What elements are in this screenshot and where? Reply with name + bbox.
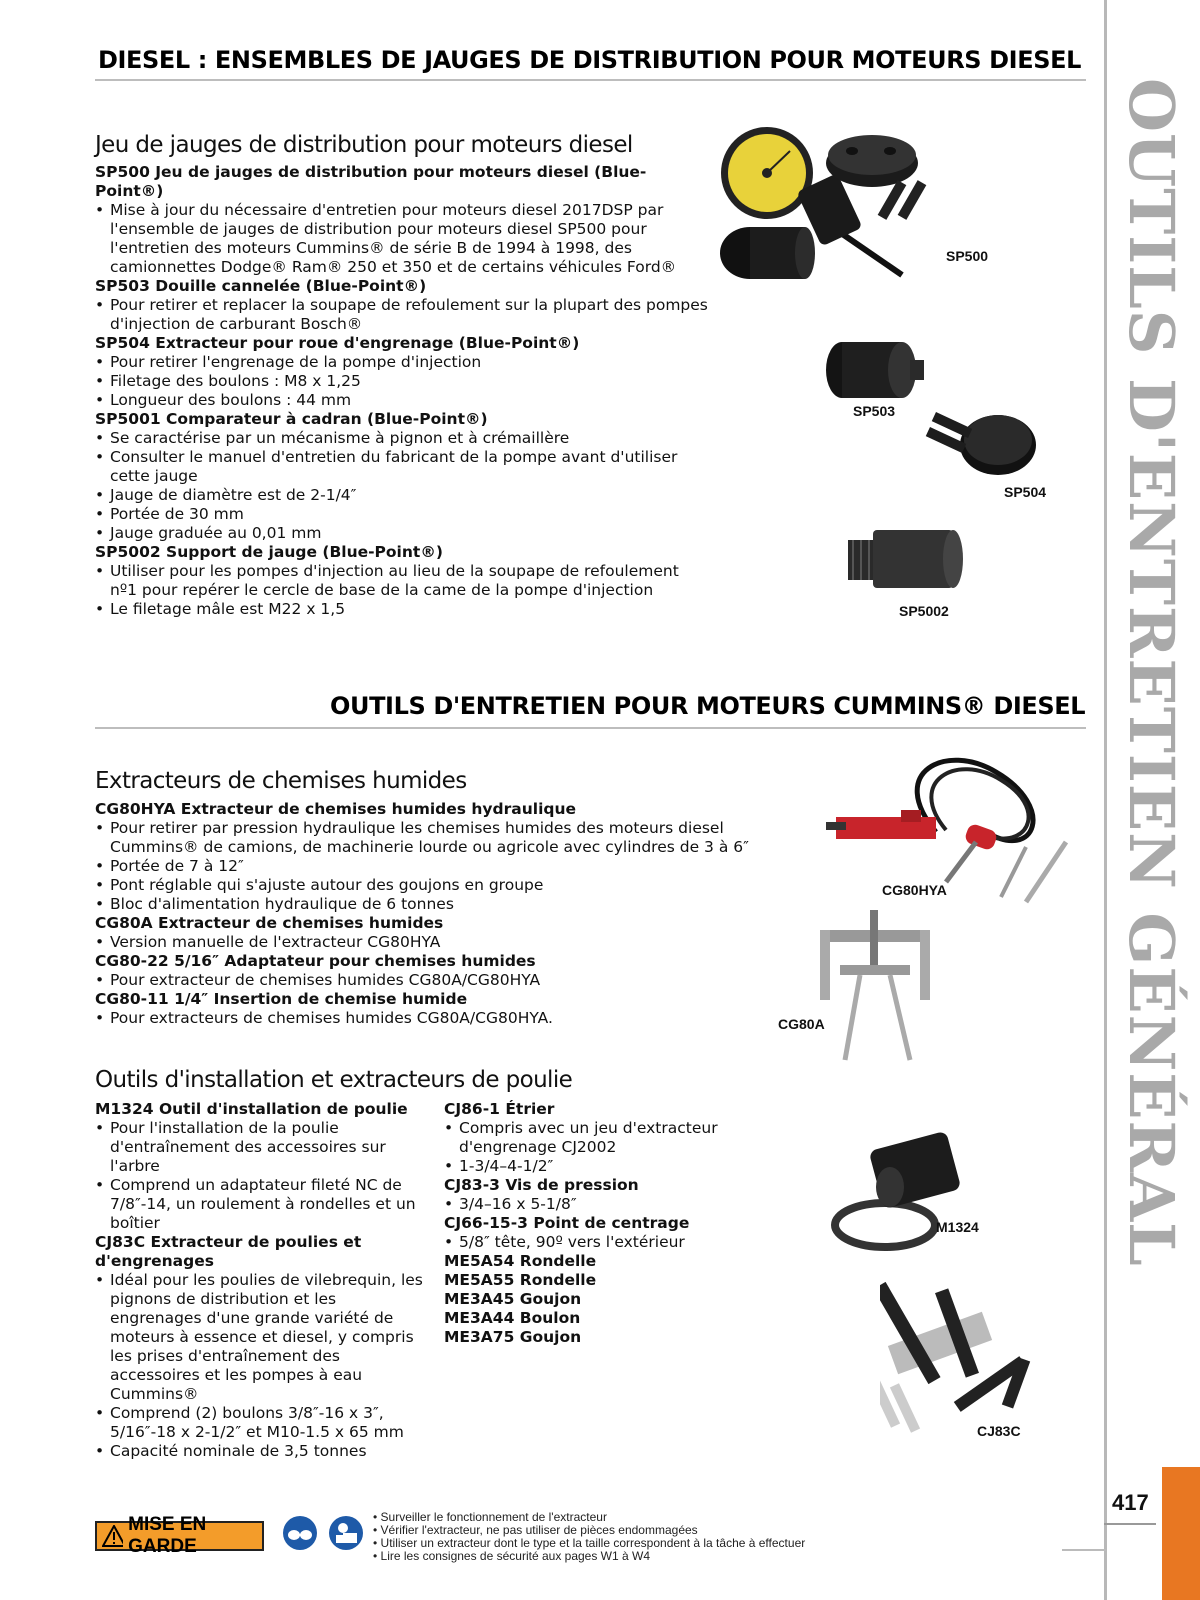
- product-title: ME5A55 Rondelle: [444, 1271, 597, 1289]
- section-heading-diesel: DIESEL : ENSEMBLES DE JAUGES DE DISTRIBUTION POUR MOTEURS DIESEL: [98, 46, 1081, 74]
- safety-line: • Vérifier l'extracteur, ne pas utiliser de pièces endommagées: [373, 1523, 698, 1537]
- heading-rule: [95, 727, 1086, 729]
- footer-rule: [1062, 1549, 1106, 1551]
- product-bullets: [95, 296, 710, 334]
- product-title: CJ83-3 Vis de pression: [444, 1176, 639, 1194]
- manual-read-icon: [329, 1516, 363, 1550]
- product-bullet: • Jauge de diamètre est de 2-1/4″: [95, 486, 710, 505]
- goggles-icon: [283, 1516, 317, 1550]
- product-bullets: [444, 1195, 744, 1214]
- product-bullet: • Utiliser pour les pompes d'injection au lieu de la soupape de refoulement nº1 pour repérer le cercle de base de la came de la pompe d'injection: [95, 562, 710, 600]
- product-bullet: • 5/8″ tête, 90º vers l'extérieur: [444, 1233, 744, 1252]
- product-bullet: • Mise à jour du nécessaire d'entretien pour moteurs diesel 2017DSP par l'ensemble de jauges de distribution pour moteurs diesel SP500 pour l'entretien des moteurs Cummins® de série B de 1994 à 1998, des camionnettes Dodge® Ram® 250 et 350 et de certains véhicules Ford®: [95, 201, 710, 277]
- product-bullet: • Consulter le manuel d'entretien du fabricant de la pompe avant d'utiliser cette jauge: [95, 448, 710, 486]
- product-title: SP5001 Comparateur à cadran (Blue-Point®): [95, 410, 488, 428]
- product-bullets: [95, 429, 710, 543]
- product-bullet: • Longueur des boulons : 44 mm: [95, 391, 710, 410]
- product-title: ME3A44 Boulon: [444, 1309, 581, 1327]
- product-bullets: [95, 1009, 795, 1028]
- product-bullets: [95, 353, 710, 410]
- product-bullet: • 1-3/4–4-1/2″: [444, 1157, 744, 1176]
- product-bullet: • Bloc d'alimentation hydraulique de 6 tonnes: [95, 895, 795, 914]
- section-tab: [1162, 1467, 1200, 1600]
- product-title: CJ66-15-3 Point de centrage: [444, 1214, 690, 1232]
- warning-badge: [95, 1514, 264, 1557]
- cj83c-product-image: [880, 1278, 1070, 1438]
- product-bullet: • Jauge graduée au 0,01 mm: [95, 524, 710, 543]
- product-bullet: • Pont réglable qui s'ajuste autour des goujons en groupe: [95, 876, 795, 895]
- product-title: CG80A Extracteur de chemises humides: [95, 914, 444, 932]
- figure-label-cg80hya: CG80HYA: [882, 882, 947, 898]
- product-title: CJ83C Extracteur de poulies et d'engrenages: [95, 1233, 362, 1270]
- product-title: SP500 Jeu de jauges de distribution pour moteurs diesel (Blue-Point®): [95, 163, 647, 200]
- product-list-wet-sleeve-pullers: [95, 800, 795, 1028]
- product-list-timing-gauges: [95, 163, 710, 619]
- product-bullet: • Idéal pour les poulies de vilebrequin, les pignons de distribution et les engrenages d'une grande variété de moteurs à essence et diesel, y compris les prises d'entraînement des accessoires et les pompes à eau Cummins®: [95, 1271, 425, 1404]
- product-bullet: • Pour extracteurs de chemises humides CG80A/CG80HYA.: [95, 1009, 795, 1028]
- product-bullet: • Filetage des boulons : M8 x 1,25: [95, 372, 710, 391]
- product-bullet: • Pour extracteur de chemises humides CG80A/CG80HYA: [95, 971, 795, 990]
- section-heading-cummins: OUTILS D'ENTRETIEN POUR MOTEURS CUMMINS® DIESEL: [330, 692, 1086, 720]
- subheading-wet-sleeve-pullers: Extracteurs de chemises humides: [95, 768, 467, 794]
- product-bullet: • Le filetage mâle est M22 x 1,5: [95, 600, 710, 619]
- sp500-product-image: [712, 125, 962, 300]
- product-title: SP504 Extracteur pour roue d'engrenage (Blue-Point®): [95, 334, 580, 352]
- product-bullet: • Se caractérise par un mécanisme à pignon et à crémaillère: [95, 429, 710, 448]
- m1324-product-image: [830, 1125, 985, 1255]
- product-bullets: [95, 562, 710, 619]
- product-bullet: • Version manuelle de l'extracteur CG80HYA: [95, 933, 795, 952]
- product-bullet: • Pour retirer et replacer la soupape de refoulement sur la plupart des pompes d'injection de carburant Bosch®: [95, 296, 710, 334]
- product-title: CG80-22 5/16″ Adaptateur pour chemises humides: [95, 952, 536, 970]
- product-title: CJ86-1 Étrier: [444, 1100, 555, 1118]
- subheading-pulley-tools: Outils d'installation et extracteurs de poulie: [95, 1067, 573, 1093]
- heading-rule: [95, 79, 1086, 81]
- product-title: SP503 Douille cannelée (Blue-Point®): [95, 277, 427, 295]
- product-title: M1324 Outil d'installation de poulie: [95, 1100, 408, 1118]
- cg80a-product-image: [815, 910, 935, 1070]
- warning-label: MISE EN GARDE: [128, 1514, 207, 1557]
- sp5002-product-image: [843, 520, 973, 595]
- product-bullet: • Comprend un adaptateur fileté NC de 7/8″-14, un roulement à rondelles et un boîtier: [95, 1176, 425, 1233]
- safety-line: • Utiliser un extracteur dont le type et la taille correspondent à la tâche à effectuer: [373, 1536, 806, 1550]
- product-list-pulley-col1: [95, 1100, 425, 1461]
- figure-label-sp504: SP504: [1004, 484, 1047, 500]
- figure-label-sp5002: SP5002: [899, 603, 949, 619]
- figure-label-sp500: SP500: [946, 248, 989, 264]
- product-bullets: [95, 1119, 425, 1233]
- sp504-product-image: [918, 410, 1038, 485]
- product-title: CG80-11 1/4″ Insertion de chemise humide: [95, 990, 468, 1008]
- product-bullets: [95, 819, 795, 914]
- product-bullets: [444, 1233, 744, 1252]
- product-title: SP5002 Support de jauge (Blue-Point®): [95, 543, 443, 561]
- product-title: ME3A45 Goujon: [444, 1290, 582, 1308]
- product-bullet: • Portée de 7 à 12″: [95, 857, 795, 876]
- product-list-pulley-col2: [444, 1100, 744, 1347]
- product-bullet: • Pour l'installation de la poulie d'entraînement des accessoires sur l'arbre: [95, 1119, 425, 1176]
- product-bullet: • 3/4–16 x 5-1/8″: [444, 1195, 744, 1214]
- cg80hya-product-image: [826, 752, 1071, 912]
- figure-label-sp503: SP503: [853, 403, 896, 419]
- product-bullets: [444, 1119, 744, 1176]
- product-bullet: • Capacité nominale de 3,5 tonnes: [95, 1442, 425, 1461]
- sp503-product-image: [822, 335, 932, 405]
- safety-notes: [373, 1511, 805, 1563]
- subheading-timing-gauges: Jeu de jauges de distribution pour moteurs diesel: [95, 132, 633, 158]
- product-bullet: • Comprend (2) boulons 3/8″-16 x 3″, 5/16″-18 x 2-1/2″ et M10-1.5 x 65 mm: [95, 1404, 425, 1442]
- product-bullets: [95, 201, 710, 277]
- product-bullets: [95, 1271, 425, 1461]
- figure-label-cg80a: CG80A: [778, 1016, 825, 1032]
- warning-triangle-icon: [102, 1525, 123, 1547]
- product-title: ME5A54 Rondelle: [444, 1252, 597, 1270]
- safety-line: • Lire les consignes de sécurité aux pages W1 à W4: [373, 1549, 651, 1563]
- page-number-rule: [1104, 1523, 1156, 1525]
- product-title: CG80HYA Extracteur de chemises humides hydraulique: [95, 800, 577, 818]
- safety-line: • Surveiller le fonctionnement de l'extracteur: [373, 1510, 607, 1524]
- figure-label-m1324: M1324: [936, 1219, 979, 1235]
- product-bullet: • Compris avec un jeu d'extracteur d'engrenage CJ2002: [444, 1119, 744, 1157]
- product-bullet: • Portée de 30 mm: [95, 505, 710, 524]
- product-bullets: [95, 933, 795, 952]
- product-bullet: • Pour retirer l'engrenage de la pompe d'injection: [95, 353, 710, 372]
- sidebar-divider: [1104, 0, 1107, 1600]
- product-bullet: • Pour retirer par pression hydraulique les chemises humides des moteurs diesel Cummins® de camions, de machinerie lourde ou agricole avec cylindres de 3 à 6″: [95, 819, 795, 857]
- figure-label-cj83c: CJ83C: [977, 1423, 1021, 1439]
- page-number: 417: [1112, 1490, 1149, 1515]
- vertical-section-title: OUTILS D'ENTRETIEN GÉNÉRAL: [1115, 78, 1188, 1267]
- product-bullets: [95, 971, 795, 990]
- product-title: ME3A75 Goujon: [444, 1328, 582, 1346]
